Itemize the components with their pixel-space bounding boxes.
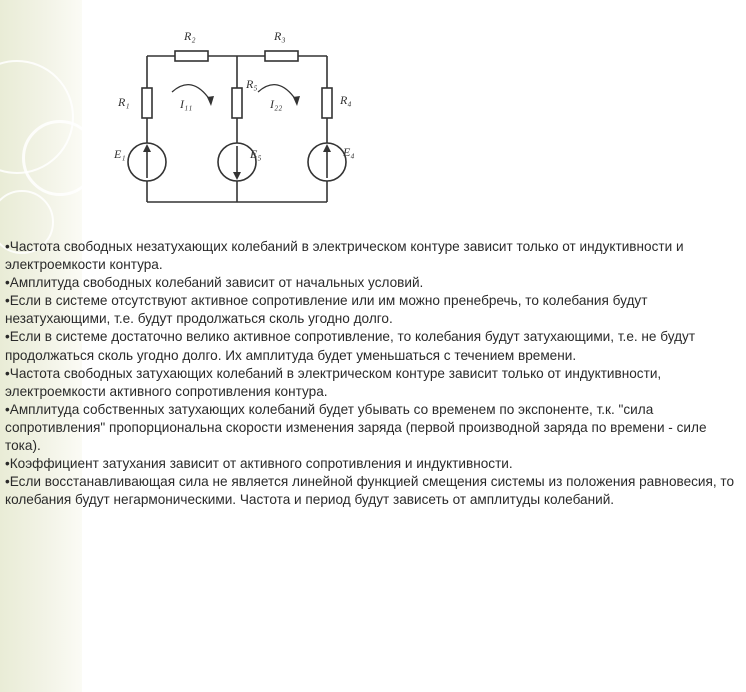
resistor-r5 xyxy=(232,88,242,118)
paragraph: •Если восстанавливающая сила не является линейной функцией смещения системы из положения равновесия, то колебания будут негармоническими. Частота и период будут зависеть от амплитуды колебаний. xyxy=(5,474,735,508)
decorative-circle xyxy=(22,120,98,196)
label-i22: I₂₂ xyxy=(270,97,283,111)
source-e4 xyxy=(308,143,346,181)
resistor-r1 xyxy=(142,88,152,118)
label-r2: R₂ xyxy=(184,29,196,43)
label-e1: E₁ xyxy=(114,147,126,161)
label-r1: R₁ xyxy=(118,95,130,109)
loop-arrow-i11 xyxy=(172,85,214,106)
paragraph: •Если в системе отсутствуют активное сопротивление или им можно пренебречь, то колебания будут незатухающими, т.е. будут продолжаться сколь угодно долго. xyxy=(5,293,648,327)
resistor-r4 xyxy=(322,88,332,118)
resistor-r2 xyxy=(175,51,208,61)
main-text xyxy=(5,238,743,509)
resistor-r3 xyxy=(265,51,298,61)
label-r4: R₄ xyxy=(340,93,352,107)
label-i11: I₁₁ xyxy=(180,97,193,111)
paragraph: •Амплитуда свободных колебаний зависит от начальных условий. xyxy=(5,275,424,291)
label-r3: R₃ xyxy=(274,29,286,43)
paragraph: •Если в системе достаточно велико активное сопротивление, то колебания будут затухающими, т.е. не будут продолжаться сколь угодно долго. Их амплитуда будет уменьшаться с течением времени. xyxy=(5,329,696,363)
paragraph: •Частота свободных затухающих колебаний в электрическом контуре зависит только от индуктивности, электроемкости активного сопротивления контура. xyxy=(5,365,662,399)
label-r5: R₅ xyxy=(246,77,258,91)
paragraph: •Амплитуда собственных затухающих колебаний будет убывать со временем по экспоненте, т.к. "сила сопротивления" пропорциональна скорости изменения заряда (первой производной заряда по времени - силе тока). xyxy=(5,401,707,454)
circuit-diagram xyxy=(100,18,380,218)
paragraph: •Коэффициент затухания зависит от активного сопротивления и индуктивности. xyxy=(5,456,513,472)
label-e5: E₅ xyxy=(250,147,262,161)
paragraph: •Частота свободных незатухающих колебаний в электрическом контуре зависит только от индуктивности и электроемкости контура. xyxy=(5,239,684,273)
source-e1 xyxy=(128,143,166,181)
label-e4: E₄ xyxy=(343,145,355,159)
